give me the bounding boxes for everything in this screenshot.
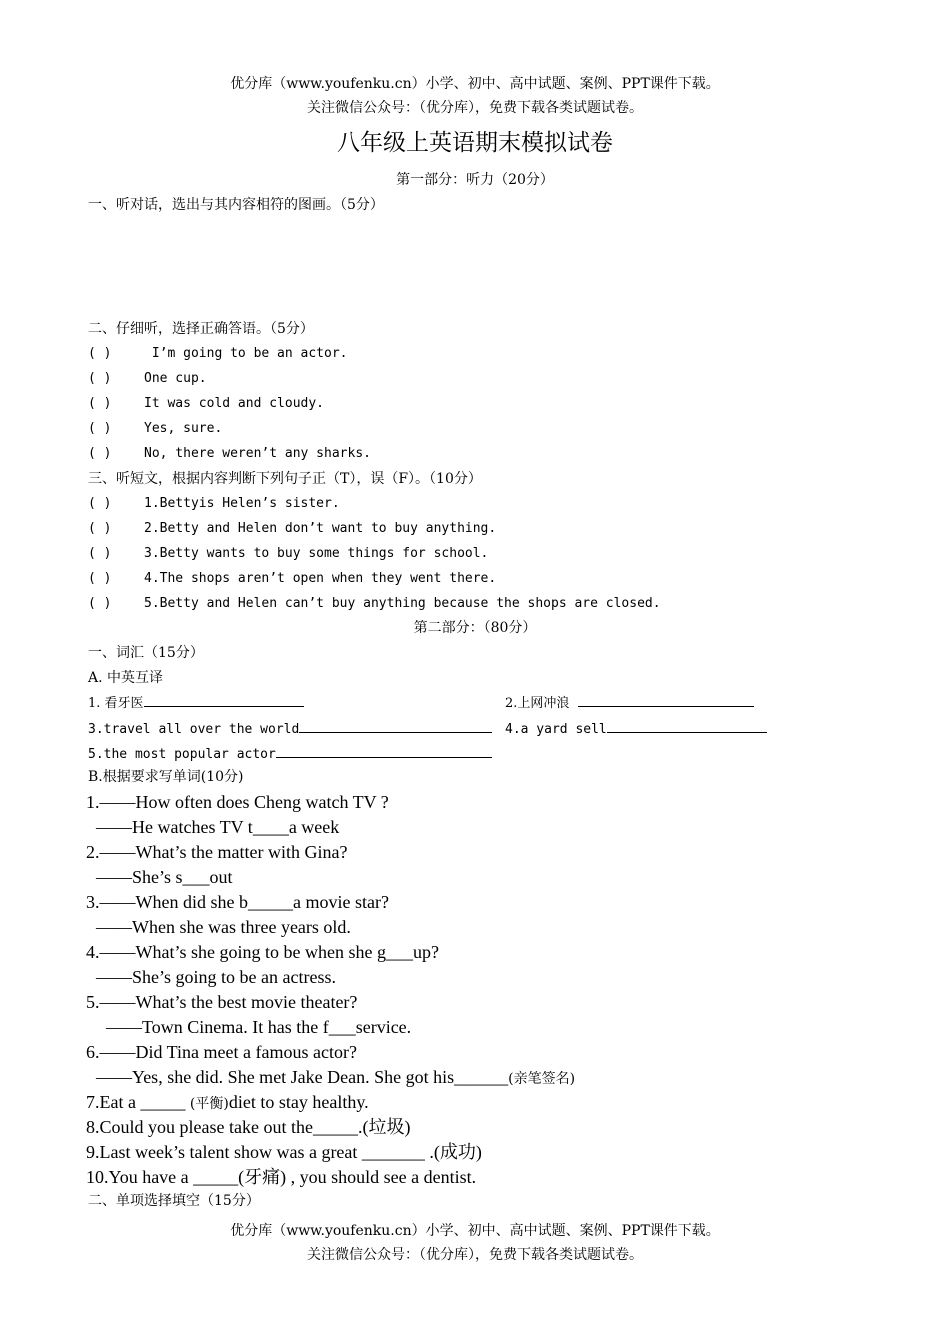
page-header [0,72,950,120]
tf-row: ( ) 4.The shops aren’t open when they went there. [88,571,497,586]
word-q7: 7.Eat a _____ (平衡)diet to stay healthy. [86,1092,369,1112]
word-q1-question: 1.——How often does Cheng watch TV ? [86,792,389,812]
vocab-heading: 一、词汇（15分） [88,645,204,661]
word-q2-answer: ——She’s s___out [96,867,233,887]
word-q1-answer: ——He watches TV t____a week [96,817,340,837]
word-q5-question: 5.——What’s the best movie theater? [86,992,358,1012]
answer-row: ( ) I’m going to be an actor. [88,346,348,361]
footer-line-2: 关注微信公众号：（优分库），免费下载各类试题试卷。 [307,1247,643,1263]
vocab-q1: 1. 看牙医 [88,690,304,716]
tf-row: ( ) 3.Betty wants to buy some things for school. [88,546,489,561]
footer-line-1: 优分库（www.youfenku.cn）小学、初中、高中试题、案例、PPT课件下载。 [230,1223,720,1239]
word-blank[interactable]: _____. [312,1117,363,1137]
word-q8: 8.Could you please take out the_____.(垃圾) [86,1117,411,1137]
vocab-sub-a: A. 中英互译 [88,670,164,686]
answer-row: ( ) No, there weren’t any sharks. [88,446,371,461]
vocab-q5: 5.the most popular actor [88,741,492,767]
word-q4-answer: ——She’s going to be an actress. [96,967,336,987]
word-q6-answer: ——Yes, she did. She met Jake Dean. She got his______(亲笔签名) [96,1067,576,1087]
word-q2-question: 2.——What’s the matter with Gina? [86,842,348,862]
choice-section-heading: 二、单项选择填空（15分） [88,1193,260,1209]
answer-row: ( ) Yes, sure. [88,421,223,436]
word-q5-answer: ——Town Cinema. It has the f___service. [106,1017,412,1037]
word-blank[interactable]: ___ [182,867,210,887]
word-blank[interactable]: ____ [252,817,289,837]
vocab-sub-b: B.根据要求写单词(10分) [88,769,244,785]
part2-heading: 第二部分：（80分） [413,620,537,636]
word-blank[interactable]: _____ [193,1167,239,1187]
word-blank[interactable]: ___ [385,942,413,962]
word-q10: 10.You have a _____(牙痛) , you should see a dentist. [86,1167,477,1187]
word-blank[interactable]: _____ [247,892,293,912]
answer-blank[interactable] [299,716,492,733]
answer-blank[interactable] [144,690,304,707]
exam-title: 八年级上英语期末模拟试卷 [337,130,613,156]
part1-heading: 第一部分：听力（20分） [396,172,554,188]
vocab-q3: 3.travel all over the world [88,716,492,742]
tf-row: ( ) 5.Betty and Helen can’t buy anything because the shops are closed. [88,596,661,611]
listening-section-3: 三、听短文，根据内容判断下列句子正（T），误（F）。（10分） [88,471,482,487]
vocab-q2: 2.上网冲浪 [505,690,754,716]
answer-row: ( ) One cup. [88,371,207,386]
word-blank[interactable]: ___ [328,1017,356,1037]
word-blank[interactable]: ______ [454,1067,509,1087]
header-line-2: 关注微信公众号：（优分库），免费下载各类试题试卷。 [307,100,643,116]
tf-row: ( ) 2.Betty and Helen don’t want to buy anything. [88,521,497,536]
listening-section-2: 二、仔细听，选择正确答语。（5分） [88,321,314,337]
answer-row: ( ) It was cold and cloudy. [88,396,325,411]
word-q3-question: 3.——When did she b_____a movie star? [86,892,389,912]
word-q4-question: 4.——What’s she going to be when she g___up? [86,942,439,962]
word-q6-question: 6.——Did Tina meet a famous actor? [86,1042,357,1062]
answer-blank[interactable] [276,741,492,758]
word-q3-answer: ——When she was three years old. [96,917,351,937]
word-q9: 9.Last week’s talent show was a great _______ .(成功) [86,1142,482,1162]
answer-blank[interactable] [578,690,754,707]
vocab-q4: 4.a yard sell [505,716,767,742]
word-blank[interactable]: _______ [361,1142,425,1162]
page-footer [0,1219,950,1267]
answer-blank[interactable] [607,716,767,733]
listening-section-1: 一、听对话，选出与其内容相符的图画。（5分） [88,197,384,213]
header-line-1: 优分库（www.youfenku.cn）小学、初中、高中试题、案例、PPT课件下载。 [230,76,720,92]
tf-row: ( ) 1.Bettyis Helen’s sister. [88,496,340,511]
word-blank[interactable]: _____ [140,1092,186,1112]
